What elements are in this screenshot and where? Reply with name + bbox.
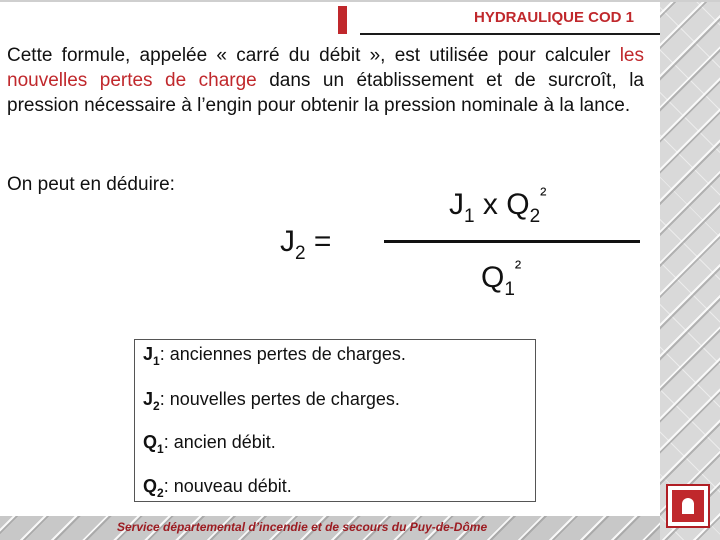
legend-item: [143, 476, 292, 500]
legend-sub: 2: [153, 399, 160, 413]
logo-door: [682, 498, 694, 514]
header-divider: [360, 33, 660, 35]
intro-highlight: les nouvelles pertes de charge: [7, 45, 644, 91]
formula-spacer: [306, 225, 314, 258]
intro-text-part2: dans un établissement et de surcroît, la pression nécessaire à l’engin pour obtenir la pression nominale à la lance.: [7, 70, 644, 116]
legend-symbol: J: [143, 344, 154, 364]
fraction-bar: [384, 240, 640, 243]
formula-num-q-sup: ²: [540, 185, 547, 206]
legend-sub: 1: [153, 354, 160, 368]
formula-den-q-sub: 1: [504, 279, 515, 300]
legend-item: [143, 344, 406, 368]
legend-text: : nouveau débit.: [163, 476, 292, 496]
footer-text: Service départemental d’incendie et de secours du Puy-de-Dôme: [117, 520, 488, 534]
page-title: HYDRAULIQUE COD 1: [474, 9, 635, 26]
legend-item: [143, 389, 400, 413]
sdis-logo-icon: [666, 484, 710, 528]
top-border: [0, 0, 720, 2]
legend-box: [134, 339, 536, 502]
formula-lhs-symbol: J: [280, 225, 295, 258]
intro-text-part1: Cette formule, appelée « carré du débit », est utilisée pour calculer: [7, 45, 620, 66]
formula-den-q-sup: ²: [514, 258, 522, 279]
diamond-plate-decoration: [660, 0, 720, 540]
legend-text: : ancien débit.: [163, 432, 276, 452]
red-accent-bar: [338, 6, 347, 34]
legend-symbol: J: [143, 389, 154, 409]
legend-text: : anciennes pertes de charges.: [159, 344, 406, 364]
deduce-label: On peut en déduire:: [7, 174, 175, 195]
formula-num-j: J: [449, 188, 464, 221]
formula-lhs-sub: 2: [295, 243, 306, 264]
legend-symbol: Q: [143, 476, 158, 496]
formula-num-q: Q: [506, 188, 530, 221]
formula-equals: =: [313, 225, 332, 258]
formula-num-j-sub: 1: [464, 206, 475, 227]
legend-sub: 2: [157, 486, 164, 500]
intro-paragraph: [7, 43, 644, 118]
formula-num-times: x: [474, 188, 507, 221]
formula-lhs: [280, 225, 332, 264]
formula-denominator: [481, 258, 522, 300]
legend-text: : nouvelles pertes de charges.: [159, 389, 400, 409]
legend-symbol: Q: [143, 432, 158, 452]
legend-item: [143, 432, 276, 456]
legend-sub: 1: [157, 442, 164, 456]
formula-num-q-sub: 2: [529, 206, 541, 227]
formula-den-q: Q: [481, 261, 505, 294]
formula-numerator: [449, 185, 547, 227]
